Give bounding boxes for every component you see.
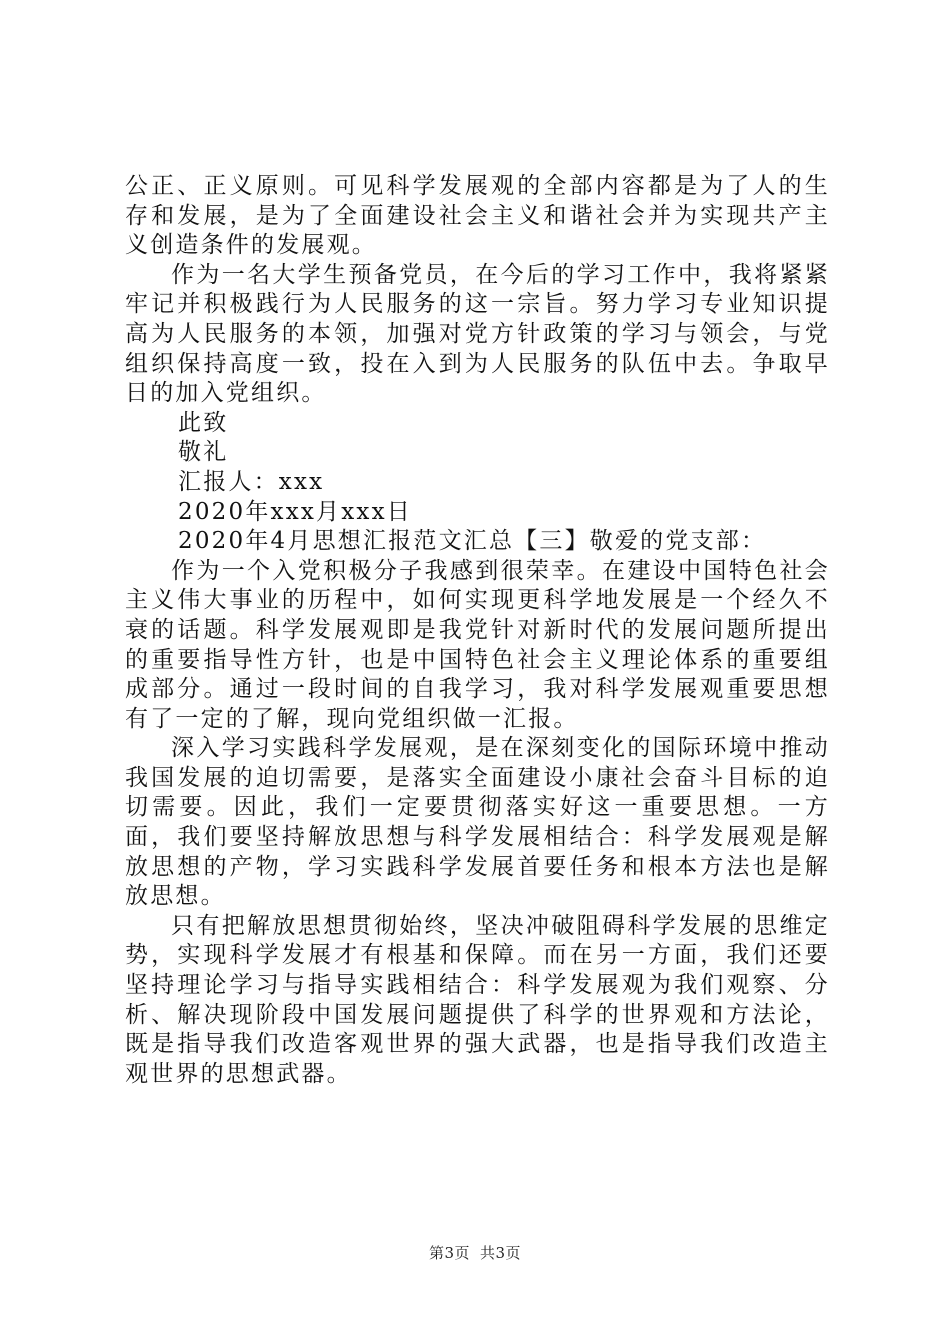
- paragraph-commitment: 作为一名大学生预备党员，在今后的学习工作中，我将紧紧牢记并积极践行为人民服务的这一宗旨。努力学习专业知识提高为人民服务的本领，加强对党方针政策的学习与领会，与党组织保持高度一致，投在入到为人民服务的队伍中去。争取早日的加入党组织。: [125, 261, 830, 407]
- date-line: 2020年xxx月xxx日: [178, 498, 412, 525]
- paragraph-practice: 深入学习实践科学发展观，是在深刻变化的国际环境中推动我国发展的迫切需要，是落实全面建设小康社会奋斗目标的迫切需要。因此，我们一定要贯彻落实好这一重要思想。一方面，我们要坚持解放思想与科学发展相结合：科学发展观是解放思想的产物，学习实践科学发展首要任务和根本方法也是解放思想。: [125, 735, 830, 910]
- paragraph-continuation: 公正、正义原则。可见科学发展观的全部内容都是为了人的生存和发展，是为了全面建设社会主义和谐社会并为实现共产主义创造条件的发展观。: [125, 173, 830, 259]
- page-footer: [0, 1242, 950, 1263]
- closing-salutation: 此致: [178, 409, 229, 436]
- closing-regards: 敬礼: [178, 439, 229, 466]
- paragraph-theory: 只有把解放思想贯彻始终，坚决冲破阻碍科学发展的思维定势，实现科学发展才有根基和保障。而在另一方面，我们还要坚持理论学习与指导实践相结合：科学发展观为我们观察、分析、解决现阶段中国发展问题提供了科学的世界观和方法论，既是指导我们改造客观世界的强大武器，也是指导我们改造主观世界的思想武器。: [125, 912, 830, 1087]
- page-total: 共3页: [480, 1244, 522, 1262]
- section-heading: 2020年4月思想汇报范文汇总【三】敬爱的党支部：: [178, 528, 767, 555]
- reporter-line: 汇报人：xxx: [178, 468, 325, 495]
- paragraph-intro: 作为一个入党积极分子我感到很荣幸。在建设中国特色社会主义伟大事业的历程中，如何实现更科学地发展是一个经久不衰的话题。科学发展观即是我党针对新时代的发展问题所提出的重要指导性方针，也是中国特色社会主义理论体系的重要组成部分。通过一段时间的自我学习，我对科学发展观重要思想有了一定的了解，现向党组织做一汇报。: [125, 557, 830, 732]
- document-body: [125, 172, 830, 1089]
- page-number: 第3页: [428, 1244, 470, 1262]
